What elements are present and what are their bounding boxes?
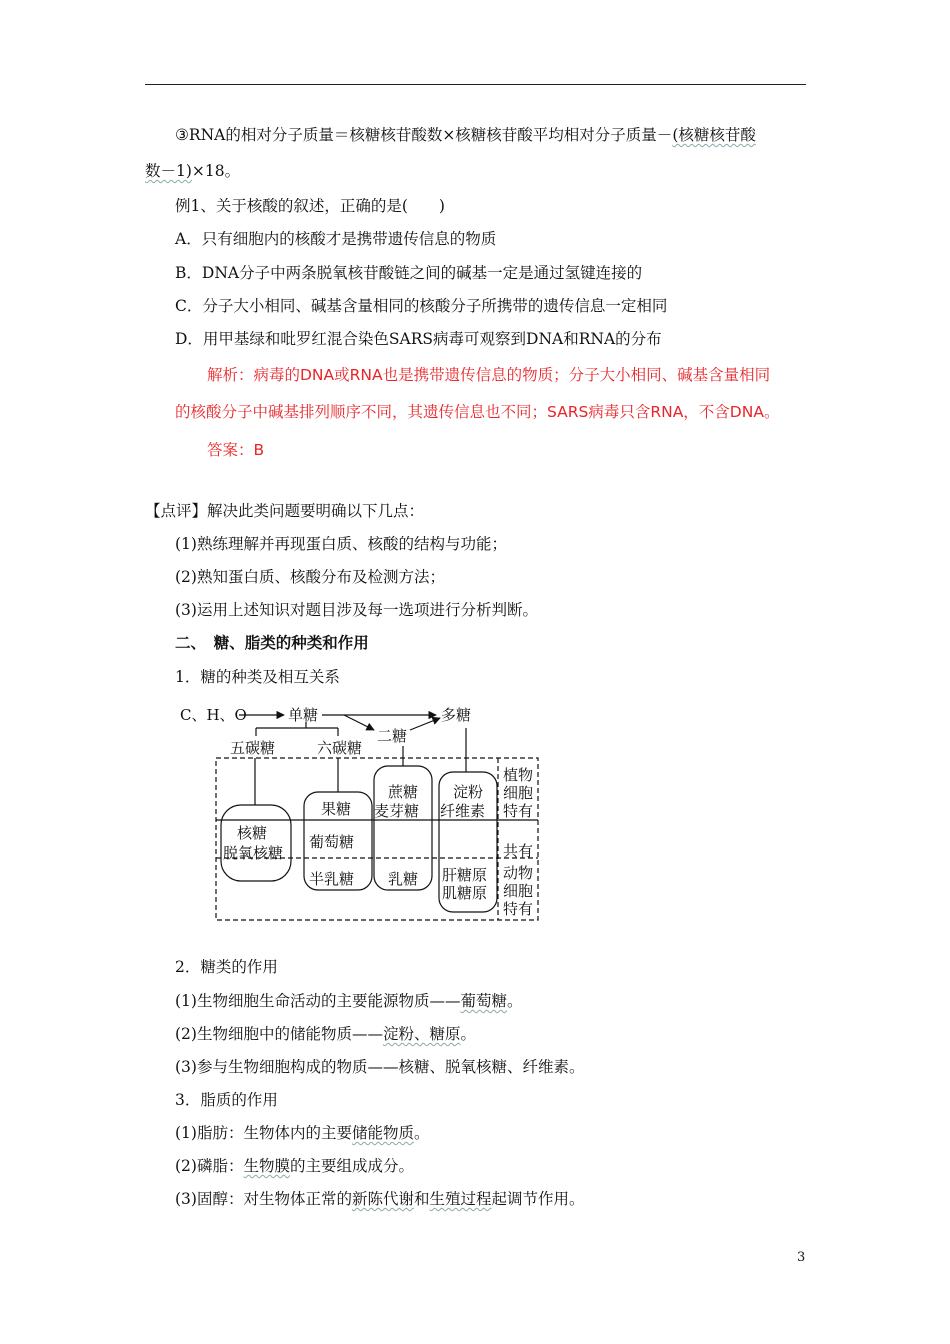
sugar-relationship-diagram [176, 700, 546, 925]
text: (1)生物细胞生命活动的主要能源物质—— [175, 992, 461, 1010]
label-starch: 淀粉 [453, 783, 484, 801]
label-muscle-glycogen: 肌糖原 [442, 884, 488, 902]
option-a: A．只有细胞内的核酸才是携带遗传信息的物质 [175, 230, 497, 248]
label-common: 共有 [503, 842, 534, 860]
sugar-role-1 [175, 990, 523, 1012]
formula-text: ③RNA的相对分子质量＝核糖核苷酸数×核糖核苷酸平均相对分子质量－ [175, 126, 673, 144]
label-disaccharide: 二糖 [377, 727, 408, 745]
formula-text-underlined: 数－1) [145, 162, 192, 180]
label-plant-3: 特有 [503, 802, 534, 820]
analysis-line-2: 的核酸分子中碱基排列顺序不同，其遗传信息也不同；SARS病毒只含RNA，不含DNA。 [175, 403, 780, 421]
text-underlined: 生物膜 [243, 1157, 290, 1175]
text-underlined: 储能物质 [351, 1124, 414, 1142]
example-question: 例1、关于核酸的叙述，正确的是( ) [175, 197, 445, 215]
subsection-3: 3．脂质的作用 [175, 1091, 278, 1109]
text: 。 [506, 992, 523, 1010]
comment-point-3: (3)运用上述知识对题目涉及每一选项进行分析判断。 [175, 601, 538, 619]
option-d: D．用甲基绿和吡罗红混合染色SARS病毒可观察到DNA和RNA的分布 [175, 330, 662, 348]
label-cellulose: 纤维素 [440, 802, 486, 820]
comment-point-1: (1)熟练理解并再现蛋白质、核酸的结构与功能； [175, 535, 507, 553]
comment-point-2: (2)熟知蛋白质、核酸分布及检测方法； [175, 568, 445, 586]
text: 。 [413, 1124, 430, 1142]
label-deoxyribose: 脱氧核糖 [223, 844, 284, 862]
text: (2)生物细胞中的储能物质—— [175, 1025, 383, 1043]
formula-text: ×18。 [191, 162, 241, 180]
formula-line-2 [145, 160, 240, 182]
label-glucose: 葡萄糖 [309, 833, 355, 851]
comment-intro [145, 500, 424, 522]
text-underlined: 淀粉、糖原 [382, 1025, 461, 1043]
lipid-role-2 [175, 1155, 414, 1177]
label-liver-glycogen: 肝糖原 [442, 866, 488, 884]
label-galactose: 半乳糖 [309, 870, 355, 888]
label-animal-1: 动物 [503, 864, 534, 882]
header-rule [145, 84, 806, 85]
sugar-role-3: (3)参与生物细胞构成的物质——核糖、脱氧核糖、纤维素。 [175, 1058, 585, 1076]
formula-text-underlined: (核糖核苷酸 [672, 126, 756, 144]
sugar-role-2 [175, 1023, 476, 1045]
lipid-role-1 [175, 1122, 430, 1144]
label-lactose: 乳糖 [388, 870, 419, 888]
capsule-pentose [221, 805, 291, 881]
analysis-line-1: 解析：病毒的DNA或RNA也是携带遗传信息的物质；分子大小相同、碱基含量相同 [207, 366, 771, 384]
bracket-mono [256, 722, 338, 736]
formula-line-1 [175, 124, 756, 146]
label-polysaccharide: 多糖 [441, 706, 472, 724]
label-maltose: 麦芽糖 [374, 802, 420, 820]
text: (3)固醇：对生物体正常的 [175, 1190, 352, 1208]
text: (2)磷脂： [175, 1157, 244, 1175]
label-hexose: 六碳糖 [317, 739, 363, 757]
label-plant-2: 细胞 [503, 784, 534, 802]
lipid-role-3 [175, 1188, 585, 1210]
label-plant-1: 植物 [503, 766, 534, 784]
page-number: 3 [797, 1250, 806, 1265]
text: 。 [460, 1025, 476, 1043]
option-c: C．分子大小相同、碱基含量相同的核酸分子所携带的遗传信息一定相同 [175, 297, 668, 315]
arrow-di-poly [410, 718, 440, 730]
label-ribose: 核糖 [237, 824, 268, 842]
comment-text: 解决此类问题要明确以下几点： [207, 502, 425, 520]
label-monosaccharide: 单糖 [288, 706, 319, 724]
text: 和 [413, 1190, 430, 1208]
option-b: B．DNA分子中两条脱氧核苷酸链之间的碱基一定是通过氢键连接的 [175, 264, 643, 282]
label-animal-3: 特有 [503, 900, 534, 918]
label-animal-2: 细胞 [503, 882, 534, 900]
answer: 答案：B [207, 441, 265, 459]
text-underlined: 葡萄糖 [460, 992, 507, 1010]
comment-tag: 【点评】 [145, 502, 208, 520]
label-sucrose: 蔗糖 [388, 783, 419, 801]
text-underlined: 生殖过程 [429, 1190, 492, 1208]
label-pentose: 五碳糖 [230, 739, 276, 757]
label-source: C、H、O [180, 706, 247, 724]
text-underlined: 新陈代谢 [351, 1190, 414, 1208]
section-heading: 二、 糖、脂类的种类和作用 [175, 633, 369, 652]
arrow-mono-di [344, 715, 374, 730]
subsection-1: 1．糖的种类及相互关系 [175, 668, 340, 686]
text: 的主要组成成分。 [289, 1157, 414, 1175]
text: (1)脂肪：生物体内的主要 [175, 1124, 352, 1142]
label-fructose: 果糖 [321, 800, 352, 818]
text: 起调节作用。 [491, 1190, 585, 1208]
subsection-2: 2．糖类的作用 [175, 958, 278, 976]
